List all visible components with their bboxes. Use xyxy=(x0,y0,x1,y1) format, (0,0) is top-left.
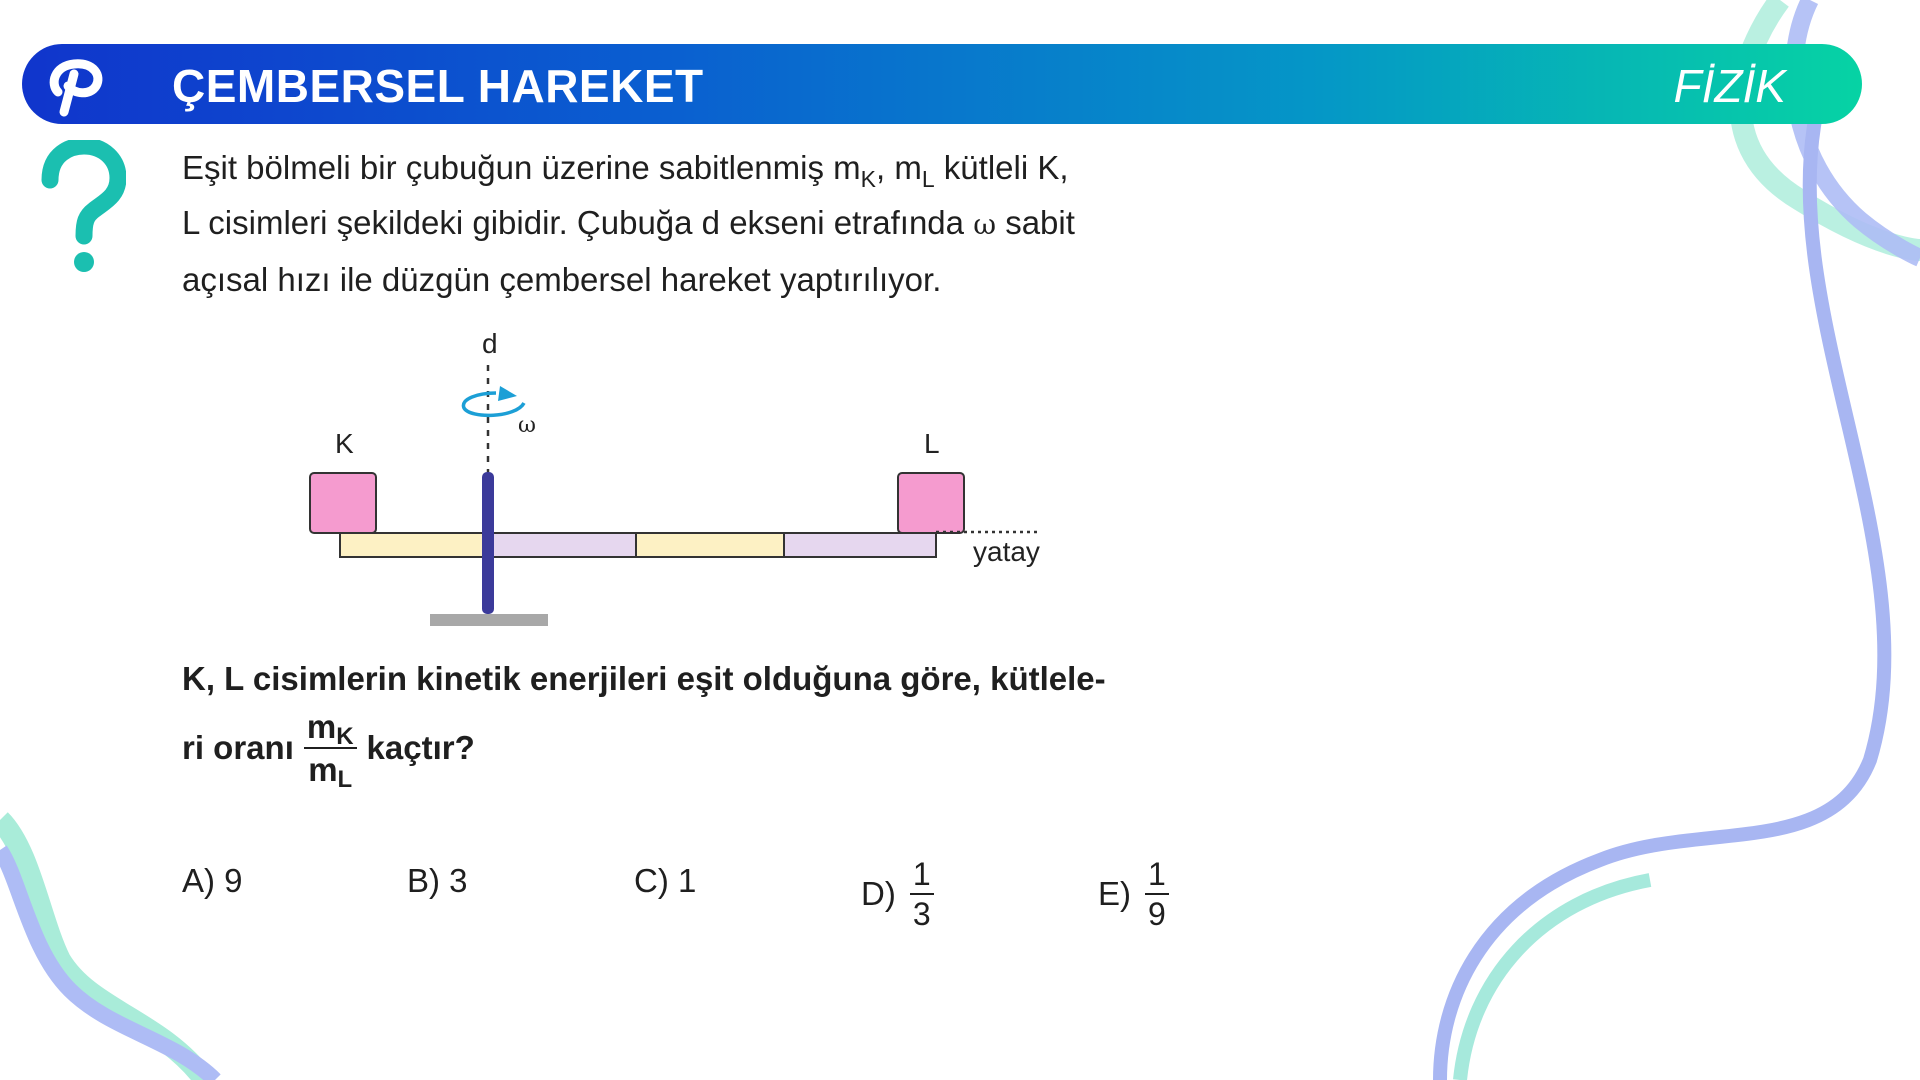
omega-label: ω xyxy=(518,413,536,438)
brand-logo-icon xyxy=(44,52,110,118)
option-c-label: C) xyxy=(634,862,669,899)
option-d[interactable] xyxy=(861,858,934,930)
fraction-denominator-symbol: m xyxy=(308,751,338,788)
fraction-denominator-subscript: L xyxy=(337,766,353,793)
fraction-denominator xyxy=(305,749,355,793)
fraction-numerator-symbol: m xyxy=(306,708,337,745)
subscript-k: K xyxy=(860,166,876,192)
fraction-numerator xyxy=(304,710,357,749)
fraction-numerator-subscript: K xyxy=(336,723,354,750)
problem-text-part: , m xyxy=(876,149,922,186)
question-text-part: ri oranı xyxy=(182,729,294,766)
horizontal-label: yatay xyxy=(973,536,1040,567)
problem-text-part: L cisimleri şekildeki gibidir. Çubuğa d ekseni etrafında xyxy=(182,204,974,241)
rod-segment-3 xyxy=(636,533,784,557)
option-d-denominator: 3 xyxy=(912,896,931,932)
option-a-value: 9 xyxy=(224,862,243,899)
subscript-l: L xyxy=(921,166,935,192)
ground-base xyxy=(430,614,548,626)
question-line-1: K, L cisimlerin kinetik enerjileri eşit olduğuna göre, kütlele- xyxy=(182,660,1106,697)
axis-label: d xyxy=(482,328,498,359)
option-d-label: D) xyxy=(861,875,896,912)
rod-segment-4 xyxy=(784,533,936,557)
option-e-denominator: 9 xyxy=(1148,896,1166,932)
option-b[interactable] xyxy=(407,862,468,900)
option-d-numerator: 1 xyxy=(910,858,934,895)
option-b-value: 3 xyxy=(449,862,468,899)
problem-text-part: kütleli K, xyxy=(934,149,1069,186)
option-a[interactable] xyxy=(182,862,243,900)
problem-text xyxy=(182,140,1075,307)
problem-text-part: Eşit bölmeli bir çubuğun üzerine sabitlenmiş m xyxy=(182,149,861,186)
subject-label: FİZİK xyxy=(1673,60,1786,112)
question-mark-icon xyxy=(40,140,126,274)
option-a-label: A) xyxy=(182,862,215,899)
problem-line-1 xyxy=(182,140,1075,195)
option-c-value: 1 xyxy=(678,862,697,899)
body-l-label: L xyxy=(924,428,940,459)
rod-diagram xyxy=(300,325,1050,635)
option-c[interactable] xyxy=(634,862,696,900)
question-text-part: kaçtır? xyxy=(366,729,475,766)
option-e-label: E) xyxy=(1098,875,1131,912)
body-k-label: K xyxy=(335,428,354,459)
problem-text-part: sabit xyxy=(996,204,1075,241)
option-b-label: B) xyxy=(407,862,440,899)
mass-ratio-fraction xyxy=(304,708,357,793)
option-e-fraction xyxy=(1145,858,1169,930)
problem-line-2 xyxy=(182,195,1075,252)
option-e-numerator: 1 xyxy=(1145,858,1169,895)
option-d-fraction xyxy=(910,858,934,930)
omega-symbol: ω xyxy=(973,208,997,241)
rod-segment-1 xyxy=(340,533,488,557)
rod-segment-2 xyxy=(488,533,636,557)
axis-post xyxy=(482,472,494,614)
body-k xyxy=(310,473,376,533)
question-line-2 xyxy=(182,708,475,793)
option-e[interactable] xyxy=(1098,858,1169,930)
body-l xyxy=(898,473,964,533)
problem-line-3: açısal hızı ile düzgün çembersel hareket yaptırılıyor. xyxy=(182,261,942,298)
page-title: ÇEMBERSEL HAREKET xyxy=(172,60,704,112)
